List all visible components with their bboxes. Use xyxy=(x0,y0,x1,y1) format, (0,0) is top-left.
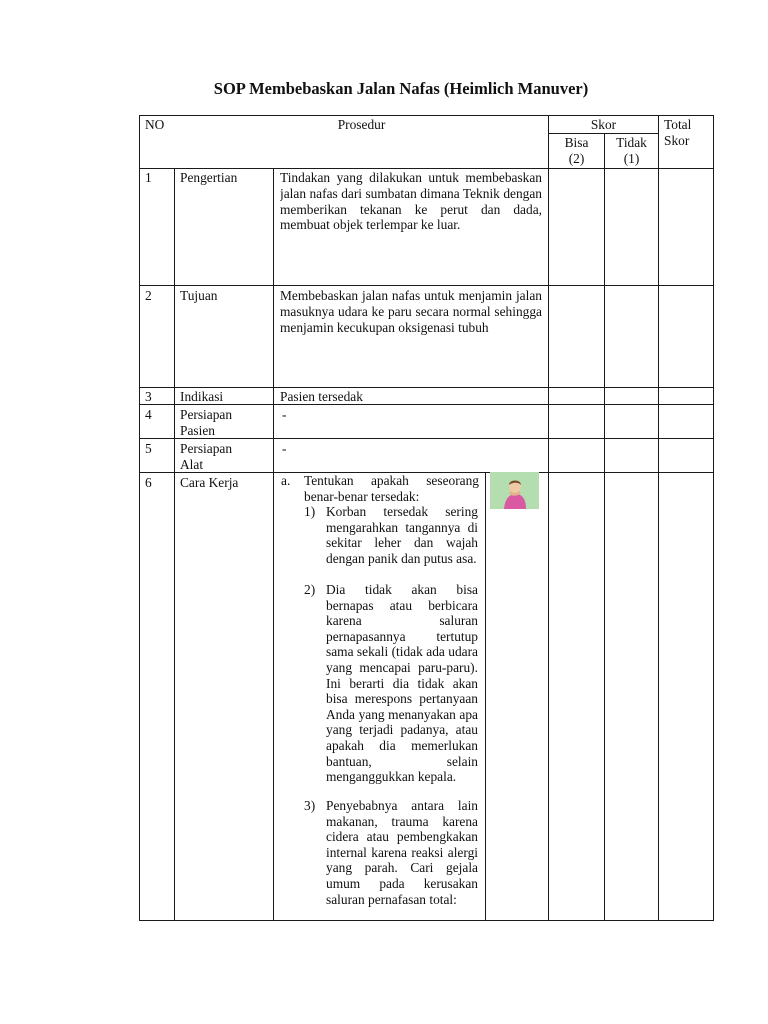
row-label: Tujuan xyxy=(180,288,218,303)
sub-item-text: Penyebabnya antara lain makanan, trauma karena cidera atau pembengkakan internal karena reaksi alergi yang parah. Cari gejala umum pada kerusakan saluran pernafasan total: xyxy=(326,798,478,907)
header-bisa: Bisa (2) xyxy=(564,135,589,166)
sub-item-marker: 2) xyxy=(304,582,316,597)
step-text: Tentukan apakah seseorang benar-benar tersedak: xyxy=(304,473,479,504)
header-tidak: Tidak (1) xyxy=(616,135,647,166)
choking-person-illustration xyxy=(490,472,539,509)
row-label: Cara Kerja xyxy=(180,475,239,490)
row-number: 6 xyxy=(145,475,152,490)
row-number: 3 xyxy=(145,389,152,404)
sub-item-2 xyxy=(304,582,478,785)
row-number: 4 xyxy=(145,407,152,422)
header-no: NO xyxy=(145,117,165,132)
sub-item-text: Dia tidak akan bisa bernapas atau berbicara karena saluran pernapasannya tertutup sama sekali (tidak ada udara yang mencapai paru-paru). Ini berarti dia tidak akan bisa merespons pertanyaan Anda yang menanyakan apa yang terjadi padanya, atau apakah dia memerlukan bantuan, selain menganggukkan kepala. xyxy=(326,582,478,785)
sub-item-text: Korban tersedak sering mengarahkan tangannya di sekitar leher dan wajah dengan panik dan putus asa. xyxy=(326,504,478,566)
row-description: Membebaskan jalan nafas untuk menjamin jalan masuknya udara ke paru secara normal sehingga menjamin kecukupan oksigenasi tubuh xyxy=(280,288,542,335)
row-description: - xyxy=(282,407,287,422)
row-number: 5 xyxy=(145,441,152,456)
header-prosedur: Prosedur xyxy=(337,117,386,132)
row-description: Tindakan yang dilakukan untuk membebaskan jalan nafas dari sumbatan dimana Teknik dengan memberikan tekanan ke perut dan dada, membuat objek terlempar ke luar. xyxy=(280,170,542,233)
sub-item-3 xyxy=(304,798,478,907)
step-a xyxy=(281,473,479,504)
row-label: Persiapan Pasien xyxy=(180,407,233,438)
row-label: Indikasi xyxy=(180,389,224,404)
sub-item-marker: 3) xyxy=(304,798,316,813)
sub-item-1 xyxy=(304,504,478,566)
row-label: Persiapan Alat xyxy=(180,441,233,472)
step-marker: a. xyxy=(281,473,291,488)
header-total-skor: Total Skor xyxy=(664,117,692,148)
row-description: - xyxy=(282,441,287,456)
row-label: Pengertian xyxy=(180,170,238,185)
row-description: Pasien tersedak xyxy=(280,389,363,404)
header-skor: Skor xyxy=(590,117,617,132)
document-title: SOP Membebaskan Jalan Nafas (Heimlich Manuver) xyxy=(213,79,589,98)
row-number: 2 xyxy=(145,288,152,303)
row-number: 1 xyxy=(145,170,152,185)
sub-item-marker: 1) xyxy=(304,504,316,519)
